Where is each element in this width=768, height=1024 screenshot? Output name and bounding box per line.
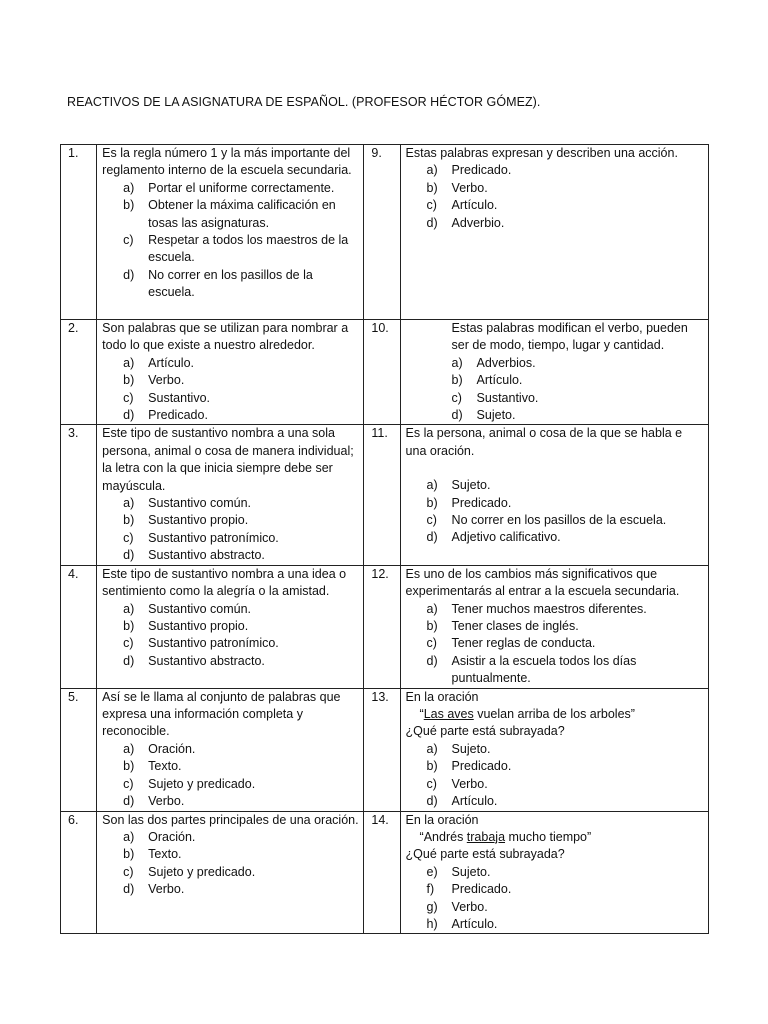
option-item [427,180,704,197]
option-item [427,601,704,618]
option-letter: b) [123,513,135,528]
option-item [123,793,359,810]
option-text: Sujeto. [451,478,491,493]
option-letter: a) [123,355,135,370]
question-cell [400,688,708,811]
option-text: Adverbio. [451,215,505,230]
question-text: Son palabras que se utilizan para nombrar a todo lo que existe a nuestro alrededor. [102,321,349,353]
option-item [427,495,704,512]
question-intro: En la oración [405,689,479,704]
option-text: Sustantivo propio. [148,513,249,528]
option-letter: h) [426,916,438,931]
option-letter: a) [426,741,438,756]
option-item [123,267,359,302]
option-item [123,741,359,758]
option-text: Sujeto y predicado. [148,864,256,879]
option-item [123,776,359,793]
option-text: Predicado. [148,408,208,423]
example-sentence [406,706,704,723]
sentence-rest: vuelan arriba de los arboles” [473,706,635,721]
option-letter: a) [426,163,438,178]
option-letter: f) [426,882,435,897]
option-letter: a) [123,829,135,844]
option-text: Sujeto. [451,741,491,756]
options-list [102,495,359,565]
question-number: 5. [61,688,97,811]
option-item [427,197,704,214]
option-letter: d) [426,530,438,545]
question-cell [97,811,364,934]
option-item [427,512,704,529]
option-item [123,618,359,635]
option-text: Predicado. [451,163,512,178]
option-item [123,232,359,267]
option-text: Sustantivo común. [148,601,251,616]
option-text: Artículo. [451,793,498,808]
option-item [427,635,704,652]
option-text: Oración. [148,829,196,844]
table-row [61,811,709,934]
option-item [123,355,359,372]
option-item [427,864,704,881]
option-text: Artículo. [476,373,523,388]
table-row [61,320,709,425]
question-text: Estas palabras modifican el verbo, pueden ser de modo, tiempo, lugar y cantidad. [451,321,688,353]
spacer [406,460,704,477]
sentence-rest: mucho tiempo” [505,829,592,844]
sentence-open: “ [419,706,424,721]
option-letter: c) [426,776,437,791]
option-text: Tener clases de inglés. [451,618,579,633]
option-letter: d) [426,793,438,808]
option-letter: b) [426,618,438,633]
question-cell [400,145,708,320]
option-text: No correr en los pasillos de la escuela. [148,267,313,300]
option-letter: b) [123,759,135,774]
question-number: 3. [61,425,97,565]
option-letter: d) [123,793,135,808]
option-text: Tener reglas de conducta. [451,636,596,651]
option-item [123,601,359,618]
underlined-part: Las aves [423,706,474,721]
option-item [427,741,704,758]
option-letter: a) [426,478,438,493]
option-letter: g) [426,899,438,914]
option-text: No correr en los pasillos de la escuela. [451,513,667,528]
option-text: Portar el uniforme correctamente. [148,180,335,195]
question-prompt: ¿Qué parte está subrayada? [405,724,565,739]
option-letter: d) [451,408,463,423]
example-sentence [406,829,704,846]
question-number: 2. [61,320,97,425]
option-item [123,864,359,881]
options-list [406,601,704,688]
option-text: Predicado. [451,759,512,774]
option-letter: b) [123,198,135,213]
table-row [61,425,709,565]
option-letter: c) [426,513,437,528]
option-item [123,547,359,564]
questions-table [60,144,709,934]
option-letter: c) [426,198,437,213]
option-item [123,635,359,652]
option-text: Adjetivo calificativo. [451,530,561,545]
option-letter: d) [123,882,135,897]
option-item [427,899,704,916]
option-item [427,758,704,775]
option-item [123,846,359,863]
question-text: Este tipo de sustantivo nombra a una idea o sentimiento como la alegría o la amistad. [102,566,347,599]
option-item [427,618,704,635]
options-list [406,162,704,232]
option-text: Texto. [148,847,182,862]
option-item [123,180,359,197]
option-letter: d) [426,653,438,668]
options-list [406,741,704,811]
option-letter: c) [123,233,134,248]
question-text: Es la regla número 1 y la más importante del reglamento interno de la escuela secundaria. [102,146,352,178]
question-text: Es la persona, animal o cosa de la que se habla e una oración. [405,426,683,458]
question-text: Son las dos partes principales de una oración. [102,812,359,827]
option-text: Verbo. [148,882,185,897]
table-row [61,688,709,811]
option-letter: c) [123,776,134,791]
option-text: Verbo. [148,373,185,388]
option-item [427,162,704,179]
option-item [427,881,704,898]
option-letter: a) [451,355,463,370]
option-text: Obtener la máxima calificación en tosas las asignaturas. [148,198,336,230]
option-letter: b) [426,759,438,774]
option-text: Texto. [148,759,182,774]
option-item [123,758,359,775]
document-title: REACTIVOS DE LA ASIGNATURA DE ESPAÑOL. (PROFESOR HÉCTOR GÓMEZ). [67,95,541,109]
option-text: Artículo. [451,198,498,213]
option-item [427,916,704,933]
question-number: 4. [61,565,97,688]
question-cell [97,320,364,425]
option-item [123,512,359,529]
options-list [102,601,359,671]
option-text: Sustantivo abstracto. [148,653,265,668]
option-item [123,197,359,232]
option-item [452,372,704,389]
option-letter: c) [123,864,134,879]
option-letter: d) [123,548,135,563]
option-letter: d) [123,267,135,282]
question-number: 14. [364,811,400,934]
option-text: Asistir a la escuela todos los días puntualmente. [451,653,637,686]
option-text: Sustantivo común. [148,496,251,511]
sentence-open: “Andrés [419,829,467,844]
question-cell [97,565,364,688]
underlined-part: trabaja [466,829,506,844]
option-letter: b) [123,373,135,388]
option-letter: c) [451,390,462,405]
option-text: Respetar a todos los maestros de la escuela. [148,233,349,265]
question-number: 13. [364,688,400,811]
option-text: Sustantivo abstracto. [148,548,265,563]
option-text: Oración. [148,741,196,756]
option-item [427,776,704,793]
option-text: Sustantivo. [476,390,539,405]
options-list [406,477,704,547]
question-number: 1. [61,145,97,320]
question-prompt: ¿Qué parte está subrayada? [405,847,565,862]
option-letter: b) [451,373,463,388]
option-text: Sujeto. [451,864,491,879]
option-item [123,390,359,407]
option-item [452,407,704,424]
options-list [102,180,359,302]
option-text: Sujeto y predicado. [148,776,256,791]
option-letter: d) [426,215,438,230]
option-letter: c) [123,390,134,405]
option-text: Verbo. [451,899,488,914]
option-text: Artículo. [148,355,195,370]
table-row [61,145,709,320]
option-text: Sujeto. [476,408,516,423]
table-row [61,565,709,688]
option-item [427,793,704,810]
option-letter: a) [426,601,438,616]
option-letter: b) [123,618,135,633]
option-item [123,653,359,670]
question-cell [97,688,364,811]
question-cell [97,425,364,565]
option-letter: d) [123,653,135,668]
option-item [452,390,704,407]
option-text: Sustantivo patronímico. [148,636,279,651]
option-letter: b) [426,180,438,195]
options-list [406,355,704,425]
options-list [102,355,359,425]
option-letter: a) [123,496,135,511]
option-text: Sustantivo propio. [148,618,249,633]
option-letter: b) [123,847,135,862]
option-text: Artículo. [451,916,498,931]
question-text: Este tipo de sustantivo nombra a una sola persona, animal o cosa de manera individual; la letra con la que inicia siempre debe ser mayúscula. [102,426,354,493]
question-text: Así se le llama al conjunto de palabras que expresa una información completa y reconocible. [102,689,341,739]
question-cell [400,320,708,425]
option-item [123,372,359,389]
question-number: 10. [364,320,400,425]
option-letter: a) [123,741,135,756]
question-cell [400,565,708,688]
option-item [427,529,704,546]
question-cell [97,145,364,320]
question-cell [400,425,708,565]
question-intro: En la oración [405,812,479,827]
option-text: Verbo. [451,776,488,791]
option-item [123,407,359,424]
option-item [452,355,704,372]
option-item [123,495,359,512]
option-text: Adverbios. [476,355,536,370]
question-number: 9. [364,145,400,320]
option-letter: c) [426,636,437,651]
option-text: Tener muchos maestros diferentes. [451,601,647,616]
option-letter: b) [426,495,438,510]
option-text: Verbo. [148,793,185,808]
options-list [102,741,359,811]
option-item [427,215,704,232]
option-text: Predicado. [451,882,512,897]
question-text: Es uno de los cambios más significativos que experimentarás al entrar a la escuela secundaria. [405,566,680,599]
option-item [427,653,704,688]
question-number: 6. [61,811,97,934]
question-text: Estas palabras expresan y describen una acción. [405,146,678,160]
option-letter: e) [426,864,438,879]
question-number: 12. [364,565,400,688]
option-letter: a) [123,180,135,195]
option-letter: c) [123,530,134,545]
option-text: Predicado. [451,495,512,510]
question-cell [400,811,708,934]
question-number: 11. [364,425,400,565]
option-letter: a) [123,601,135,616]
option-text: Sustantivo patronímico. [148,530,279,545]
option-item [123,829,359,846]
option-item [427,477,704,494]
option-text: Verbo. [451,180,488,195]
option-letter: c) [123,636,134,651]
option-item [123,881,359,898]
option-item [123,530,359,547]
options-list [406,864,704,934]
option-text: Sustantivo. [148,390,210,405]
option-letter: d) [123,408,135,423]
options-list [102,829,359,899]
